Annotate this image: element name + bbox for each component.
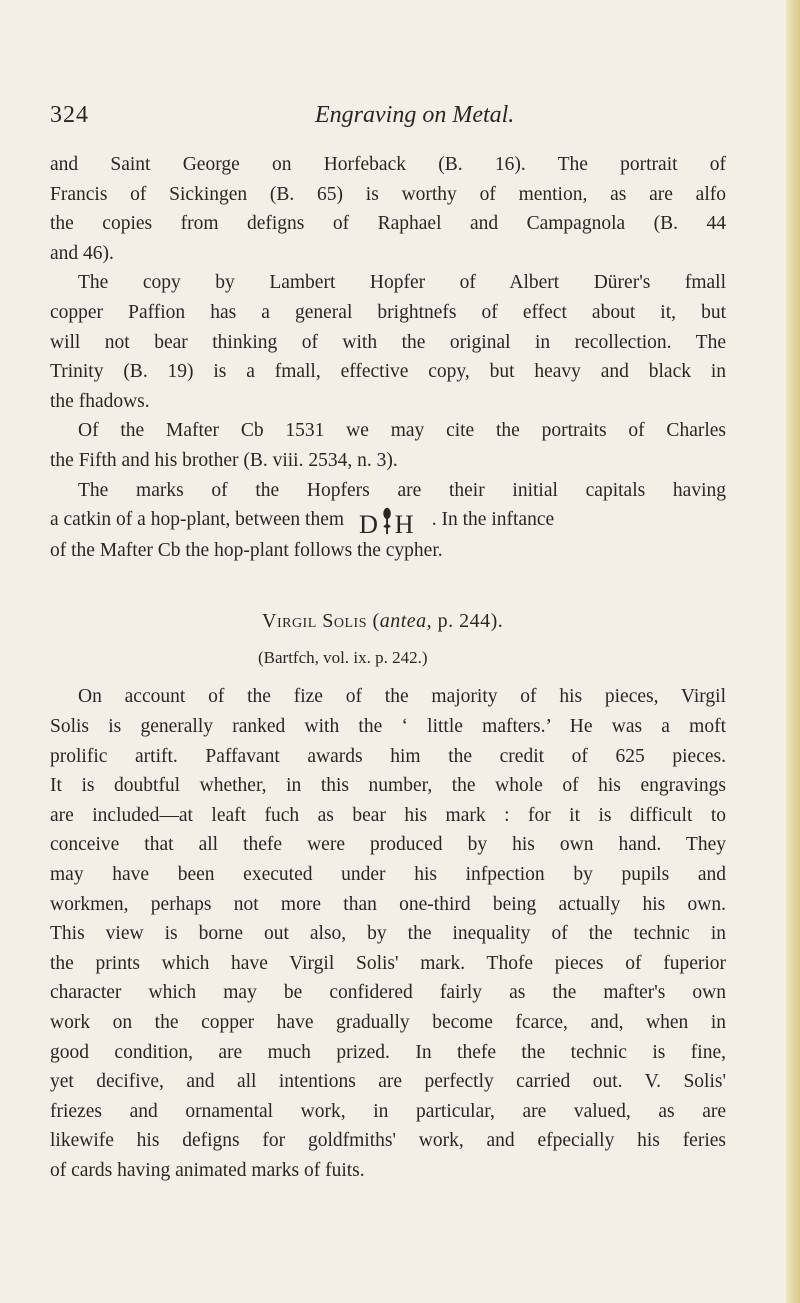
text-fragment: . In the inftance: [431, 509, 555, 531]
text-line: are included—at leaft fuch as bear his mark : for it is difficult to: [50, 804, 726, 826]
text-line: may have been executed under his infpection by pupils and: [50, 864, 726, 885]
text-line: copper Paffion has a general brightnefs of effect about it, but: [50, 301, 726, 323]
text-line: character which may be confidered fairly as the mafter's own: [50, 982, 726, 1004]
text-line: the copies from defigns of Raphael and Campagnola (B. 44: [50, 213, 726, 235]
section-ref-suffix: , p. 244).: [426, 610, 504, 633]
hopfer-cypher-mark: [355, 506, 421, 536]
text-line: will not bear thinking of with the original in recollection. The: [50, 331, 726, 353]
text-line: yet decifive, and all intentions are perfectly carried out. V. Solis': [50, 1071, 726, 1093]
text-line: the Fifth and his brother (B. viii. 2534, n. 3).: [50, 449, 398, 471]
text-line: It is doubtful whether, in this number, the whole of his engravings: [50, 775, 726, 797]
page-edge-stain: [786, 0, 800, 1303]
text-line: Francis of Sickingen (B. 65) is worthy of mention, as are alfo: [50, 183, 726, 205]
text-line: The marks of the Hopfers are their initial capitals having: [78, 479, 726, 501]
text-line: the fhadows.: [50, 390, 150, 412]
text-line: workmen, perhaps not more than one-third being actually his own.: [50, 893, 726, 915]
text-line: of the Mafter Cb the hop-plant follows the cypher.: [50, 539, 443, 561]
page-header: [50, 102, 730, 132]
running-title: Engraving on Metal.: [315, 102, 515, 128]
text-line: Trinity (B. 19) is a fmall, effective copy, but heavy and black in: [50, 361, 726, 383]
text-line: prolific artift. Paffavant awards him the credit of 625 pieces.: [50, 745, 726, 767]
text-line: Solis is generally ranked with the ‘ little mafters.’ He was a moft: [50, 716, 726, 738]
paragraph-3: [50, 416, 726, 475]
text-line-with-cypher: [50, 505, 726, 536]
text-line: work on the copper have gradually become fcarce, and, when in: [50, 1011, 726, 1033]
text-line: likewife his defigns for goldfmiths' work, and efpecially his feries: [50, 1130, 726, 1152]
section-ref-italic: antea: [379, 610, 427, 633]
body-text: [50, 150, 726, 1186]
section-name: Virgil Solis: [262, 610, 368, 633]
text-line: friezes and ornamental work, in particular, are valued, as are: [50, 1100, 726, 1122]
page-number: 324: [50, 102, 89, 128]
section-heading: [50, 607, 726, 637]
text-line: Of the Mafter Cb 1531 we may cite the portraits of Charles: [78, 420, 726, 442]
text-line: The copy by Lambert Hopfer of Albert Dürer's fmall: [78, 272, 726, 294]
paragraph-1: [50, 150, 726, 268]
paragraph-virgil-solis: [50, 682, 726, 1185]
text-line: This view is borne out also, by the inequality of the technic in: [50, 923, 726, 945]
section-ref-prefix: (: [372, 610, 380, 633]
cypher-letter-h: H: [394, 509, 414, 536]
text-line: and Saint George on Horfeback (B. 16). The portrait of: [50, 154, 726, 175]
hop-plant-icon: [383, 508, 391, 534]
text-line: the prints which have Virgil Solis' mark. Thofe pieces of fuperior: [50, 952, 726, 974]
paragraph-marks: [50, 476, 726, 566]
text-line: conceive that all thefe were produced by his own hand. They: [50, 834, 726, 856]
text-line: of cards having animated marks of fuits.: [50, 1159, 365, 1181]
section-subheading: (Bartfch, vol. ix. p. 242.): [258, 647, 428, 667]
text-line: On account of the fize of the majority of his pieces, Virgil: [78, 686, 726, 708]
text-line: good condition, are much prized. In thefe the technic is fine,: [50, 1041, 726, 1063]
cypher-letter-d: D: [358, 509, 378, 536]
paragraph-2: [50, 268, 726, 416]
text-line: and 46).: [50, 242, 114, 264]
text-fragment: a catkin of a hop-plant, between them: [50, 509, 345, 531]
